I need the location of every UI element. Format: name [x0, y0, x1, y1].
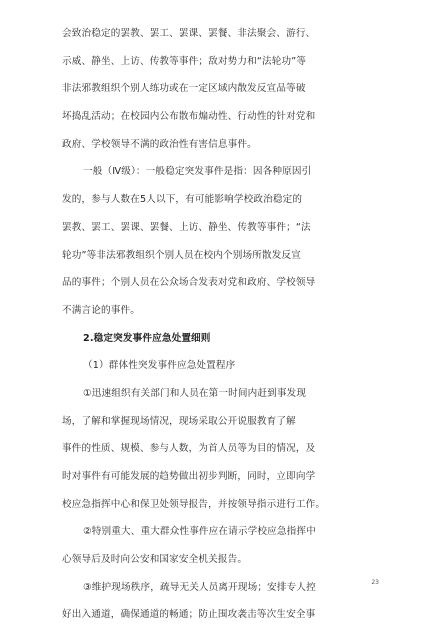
text-line: 非法邪教组织个别人练功或在一定区域内散发反宣品等破	[62, 83, 306, 95]
text-line: ②特别重大、重大群众性事件应在请示学校应急指挥中	[83, 526, 316, 538]
page-number: 23	[371, 579, 379, 586]
text-line: 轮功”等非法邪教组织个别人员在校内个别场所散发反宣	[62, 249, 301, 261]
text-line: ③维护现场秩序，疏导无关人员离开现场；安排专人控	[83, 581, 316, 593]
text-line: 政府、学校领导不满的政治性有害信息事件。	[62, 138, 257, 150]
text-line: 品的事件；个别人员在公众场合发表对党和政府、学校领导	[62, 277, 316, 289]
text-line: ①迅速组织有关部门和人员在第一时间内赶到事发现	[83, 387, 307, 399]
text-line: 场，了解和掌握现场情况，现场采取公开说服教育了解	[62, 415, 296, 427]
text-line: 罢教、罢工、罢课、罢餐、上访、静坐、传教等事件；“法	[62, 221, 311, 233]
text-line: 发的，参与人数在5人以下，有可能影响学校政治稳定的	[62, 194, 303, 206]
text-line: 坏捣乱活动；在校园内公布散布煽动性、行动性的针对党和	[62, 111, 316, 123]
text-line: 时对事件有可能发展的趋势做出初步判断，同时，立即向学	[62, 471, 316, 482]
text-line: 不满言论的事件。	[62, 304, 140, 316]
text-line: 会致治稳定的罢教、罢工、罢课、罢餐、非法聚会、游行、	[62, 28, 316, 39]
text-line: 事件的性质、规模、参与人数，为首人员等为目的情况，及	[62, 443, 316, 455]
text-line: 校应急指挥中心和保卫处领导报告，并按领导指示进行工作。	[62, 498, 326, 510]
text-line: 好出入通道，确保通道的畅通；防止围攻袭击等次生安全事	[62, 609, 316, 621]
section-heading: 2.稳定突发事件应急处置细则	[83, 332, 211, 344]
text-line: 一般（Ⅳ级）：一般稳定突发事件是指：因各种原因引	[83, 166, 312, 178]
subsection-heading: （1）群体性突发事件应急处置程序	[83, 360, 236, 372]
text-line: 示威、静坐、上访、传教等事件；敌对势力和“法轮功”等	[62, 55, 307, 67]
text-line: 心领导后及时向公安和国家安全机关报告。	[62, 554, 248, 566]
